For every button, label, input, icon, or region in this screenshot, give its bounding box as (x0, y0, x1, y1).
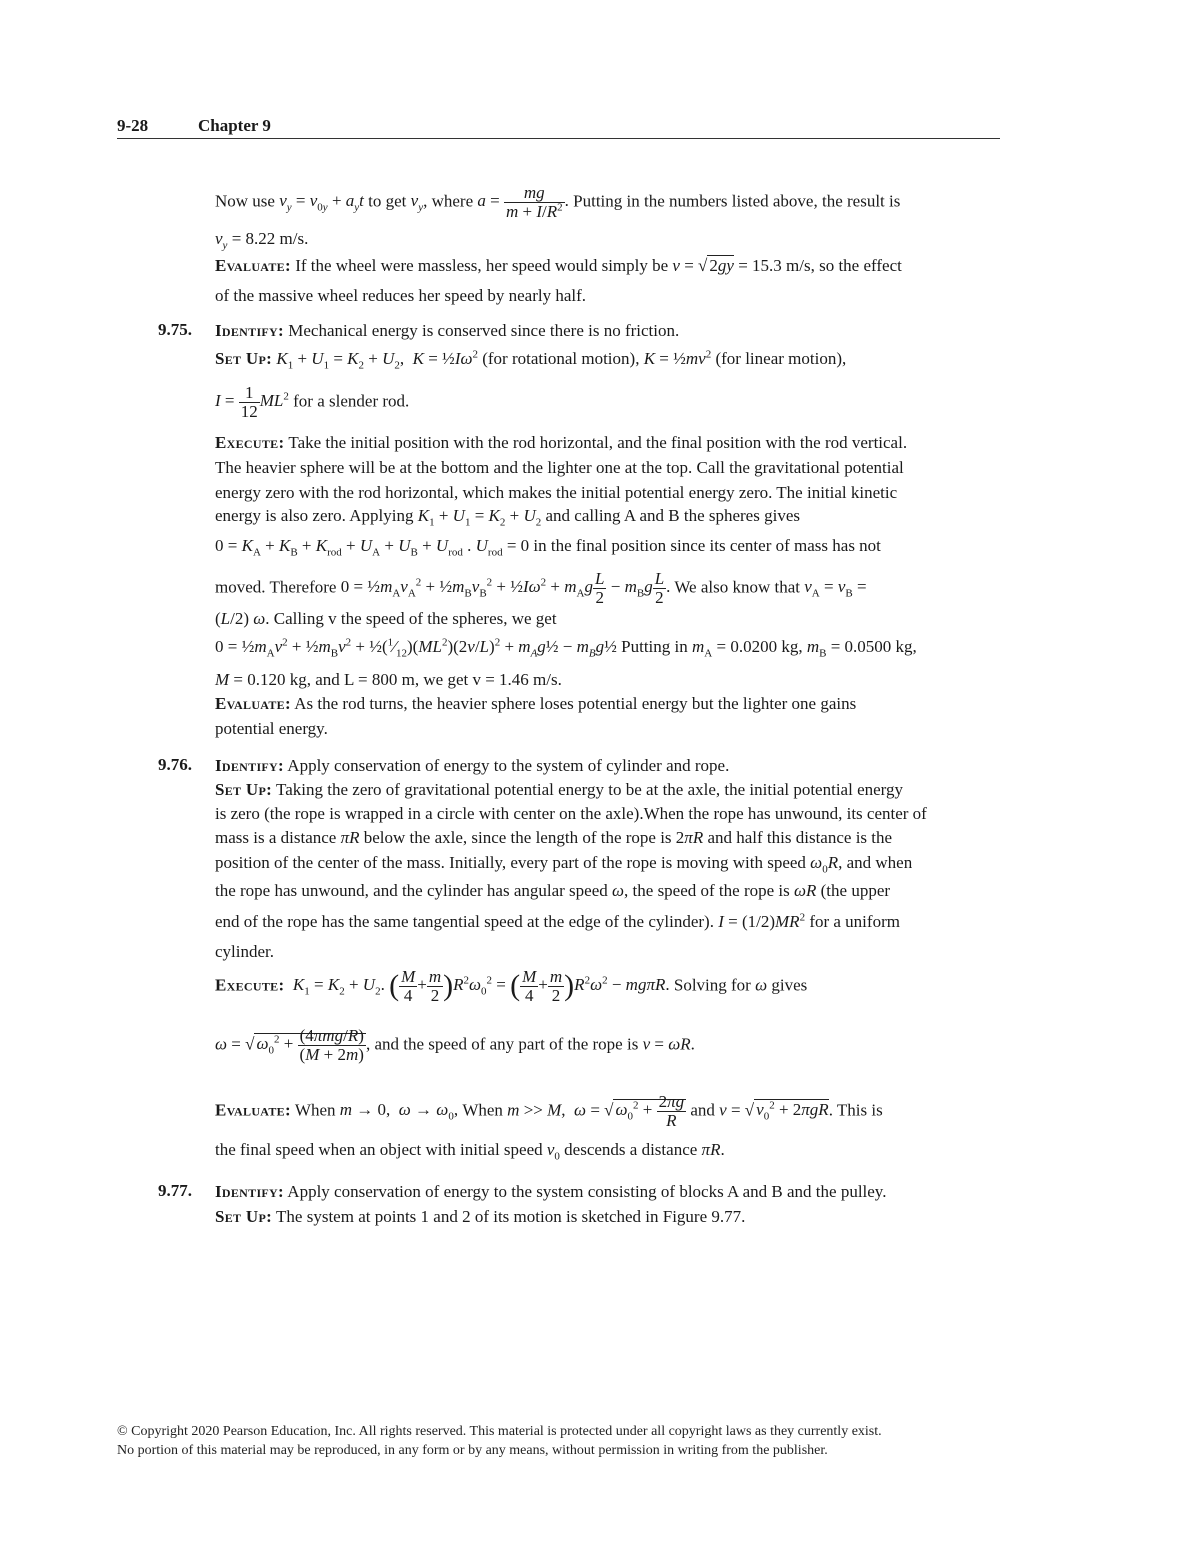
variable: $v_y$ (410, 191, 424, 214)
execute-line-3: energy zero with the rod horizontal, which makes the initial potential energy zero. The initial kinetic (215, 483, 898, 502)
text: As the rod turns, the heavier sphere loses potential energy but the lighter one gains (294, 694, 857, 713)
setup-line (215, 348, 846, 370)
text: Solving for (673, 975, 751, 995)
text: for a slender rod. (293, 391, 410, 411)
setup-line-6 (215, 911, 900, 933)
execute-result-line (215, 1027, 695, 1064)
execute-line-2: The heavier sphere will be at the bottom and the lighter one at the top. Call the gravitational potential (215, 458, 904, 477)
text: Putting in (621, 637, 688, 656)
text: = 8.22 m/s. (231, 229, 309, 248)
text: = 0.0200 kg, (716, 637, 803, 656)
variable: ωR (794, 881, 817, 900)
equation: a = $\frac{mg}{m + I/R^2}$ . (477, 183, 569, 221)
execute-line-9: M = 0.120 kg, and L = 800 m, we get v = 1.46 m/s. (215, 670, 562, 689)
evaluate-line-2: potential energy. (215, 719, 328, 738)
equation: $v_y = v_{0y} + a_yt$ (279, 191, 364, 214)
text: mass is a distance (215, 828, 337, 847)
text: = 0.0500 kg, (830, 637, 917, 656)
equation: $K_1 = K_2 + U_2$. ( $\frac{M}{4}$ + $\frac{m}{2}$ )$R^2\omega_0^2$ = ( $\frac{M}{4}$ + $\frac{m}{2}$ )$R^2\omega^2 - mg\pi R$. (292, 967, 670, 1005)
execute-line-8: $0 = \frac{1}{2}m_Av^2$ + $\frac{1}{2}m_Bv^2$ + $\frac{1}{2}(^1⁄_{12})(ML^2)(2v/L)^2$ + $m_Ag\frac{1}{2}$ − $m_Bg\frac{1}{2}$ Putting in $m_A = 0.0200$ kg, $m_B = 0.0500$ kg, (215, 636, 917, 660)
evaluate-label: Evaluate: (215, 256, 291, 275)
execute-line-1 (215, 432, 907, 454)
text: and (690, 1100, 715, 1120)
problem-number: 9.77. (158, 1181, 192, 1200)
equation: $0 = \frac{1}{2}m_Av^2$ + $\frac{1}{2}m_Bv^2$ + $\frac{1}{2}(^1⁄_{12})(ML^2)(2v/L)^2$ + $m_Ag\frac{1}{2}$ − $m_Bg\frac{1}{2}$ (215, 636, 617, 660)
setup-label: Set Up: (215, 780, 273, 799)
variable: $\omega_0R$, (810, 853, 843, 876)
equation: $v_A = v_B$ = (804, 577, 867, 600)
equation: v = √ 2gy (672, 256, 734, 275)
text: Taking the zero of gravitational potential energy to be at the axle, the initial potential energy (276, 780, 904, 799)
setup-line-7: cylinder. (215, 942, 275, 961)
text: energy is also zero. Applying (215, 506, 414, 525)
equation: $0 = K_A + K_B + K_{rod} + U_A + U_B + U_{rod}$ . $U_{rod} = 0$ (215, 536, 530, 559)
execute-line-4 (215, 505, 800, 527)
text: and when (846, 853, 913, 872)
text: Calling v the speed of the spheres, we get (273, 609, 557, 628)
execute-label: Execute: (215, 433, 285, 452)
execute-label: Execute: (215, 975, 285, 995)
carry-line-2: $v_y = 8.22$ m/s. (215, 229, 309, 252)
text: to get (368, 191, 407, 211)
text: in the final position since its center of mass has not (533, 536, 881, 555)
setup-line (215, 1206, 745, 1228)
text: When (294, 1100, 336, 1120)
text: (for rotational motion), (482, 349, 640, 368)
text: for a uniform (809, 912, 900, 931)
setup-label: Set Up: (215, 1207, 273, 1226)
identify-label: Identify: (215, 756, 284, 775)
execute-line-6 (215, 570, 867, 607)
equation: $K_1 + U_1 = K_2 + U_2$, $K = \frac{1}{2}I\omega^2$ (276, 348, 478, 372)
equation: $K_1 + U_1 = K_2 + U_2$ (417, 506, 542, 529)
variable: ω (755, 975, 768, 995)
text: , where (423, 191, 474, 211)
setup-rod-line (215, 384, 409, 421)
equation: ω = √ $\omega_0^2$ + $\frac{\text{(4πmg/R)}}{(M + 2m)}$ , (215, 1026, 371, 1064)
text: Apply conservation of energy to the system of cylinder and rope. (287, 756, 730, 775)
text: This is (836, 1100, 883, 1120)
identify-line (215, 320, 679, 342)
text: and calling A and B the spheres gives (545, 506, 800, 525)
text: Apply conservation of energy to the system consisting of blocks A and B and the pulley. (287, 1182, 887, 1201)
text: We also know that (674, 577, 800, 597)
copyright-line-2: No portion of this material may be reproduced, in any form or by any means, without permission in writing from the publisher. (117, 1443, 828, 1458)
evaluate-line-1 (215, 693, 856, 715)
carry-evaluate-2: of the massive wheel reduces her speed by nearly half. (215, 286, 587, 305)
text: Take the initial position with the rod horizontal, and the final position with the rod vertical. (288, 433, 908, 452)
variable: πR (340, 828, 360, 847)
variable: $v_0$ (546, 1140, 560, 1163)
text: (for linear motion), (715, 349, 847, 368)
text: the final speed when an object with initial speed (215, 1140, 543, 1159)
text: the speed of the rope is (632, 881, 790, 900)
execute-line-5 (215, 535, 881, 557)
setup-line-2: is zero (the rope is wrapped in a circle with center on the axle).When the rope has unwound, its center of (215, 804, 927, 823)
problem-number: 9.75. (158, 320, 192, 339)
identify-line (215, 1181, 886, 1203)
equation: I = $\frac{1}{12}$ $ML^2$ (215, 383, 289, 421)
variable: 2πR (675, 828, 704, 847)
equation: $I = (1/2)MR^2$ (718, 911, 806, 931)
text: descends a distance (564, 1140, 698, 1159)
equation: v = √ $v_0^2 + 2\pi gR$. (719, 1099, 833, 1123)
chapter-title: Chapter 9 (198, 116, 271, 135)
execute-line-7 (215, 608, 557, 630)
text: Mechanical energy is conserved since there is no friction. (288, 321, 680, 340)
equation: m → 0, $\omega \to \omega_0$, (339, 1100, 459, 1123)
setup-line-5 (215, 880, 890, 902)
page-number: 9-28 (117, 116, 149, 135)
text: and the speed of any part of the rope is (374, 1034, 639, 1054)
equation: m >> M, ω = √ $\omega_0^2$ + $\frac{2\pi g}{R}$ (507, 1092, 685, 1130)
text: gives (771, 975, 808, 995)
equation: $0 = \frac{1}{2}m_Av_A^2$ + $\frac{1}{2}m_Bv_B^2$ + $\frac{1}{2}I\omega^2 + m_Ag$ $\frac{L}{2}$ − $m_Bg$ $\frac{L}{2}$ . (340, 569, 671, 607)
text: end of the rope has the same tangential speed at the edge of the cylinder). (215, 912, 714, 931)
text: = 15.3 m/s, so the effect (738, 256, 902, 275)
text: If the wheel were massless, her speed would simply be (295, 256, 669, 275)
problem-number: 9.76. (158, 755, 192, 774)
text: Putting in the numbers listed above, the result is (573, 191, 901, 211)
text: Now use (215, 191, 275, 211)
text: (the upper (820, 881, 891, 900)
text: moved. Therefore (215, 577, 337, 597)
equation: v = ωR. (642, 1034, 695, 1054)
setup-label: Set Up: (215, 349, 273, 368)
evaluate-label: Evaluate: (215, 1100, 291, 1120)
setup-line-4 (215, 852, 912, 874)
text: the rope has unwound, and the cylinder has angular speed (215, 881, 608, 900)
evaluate-line-2 (215, 1139, 725, 1161)
execute-line (215, 968, 807, 1005)
evaluate-line (215, 1093, 883, 1130)
text: The system at points 1 and 2 of its motion is sketched in Figure 9.77. (276, 1207, 746, 1226)
carry-evaluate (215, 255, 902, 277)
equation: (L/2) ω. (215, 609, 270, 628)
evaluate-label: Evaluate: (215, 694, 291, 713)
identify-label: Identify: (215, 1182, 284, 1201)
copyright-line-1: © Copyright 2020 Pearson Education, Inc. All rights reserved. This material is protected under all copyright laws as they currently exist. (117, 1424, 882, 1439)
text: and half this distance is the (707, 828, 893, 847)
identify-label: Identify: (215, 321, 284, 340)
header-rule (117, 138, 1000, 139)
text: position of the center of the mass. Initially, every part of the rope is moving with speed (215, 853, 806, 872)
text: When (462, 1100, 503, 1120)
text: = 0.120 kg, and L = 800 m, we get v = 1.46 m/s. (233, 670, 562, 689)
setup-line-3 (215, 827, 892, 849)
identify-line (215, 755, 729, 777)
carry-line-1 (215, 184, 900, 221)
text: below the axle, since the length of the rope is (363, 828, 672, 847)
setup-line-1 (215, 779, 903, 801)
equation: $K = \frac{1}{2}mv^2$ (643, 348, 712, 368)
variable: πR. (701, 1140, 725, 1159)
variable: ω, (612, 881, 629, 900)
